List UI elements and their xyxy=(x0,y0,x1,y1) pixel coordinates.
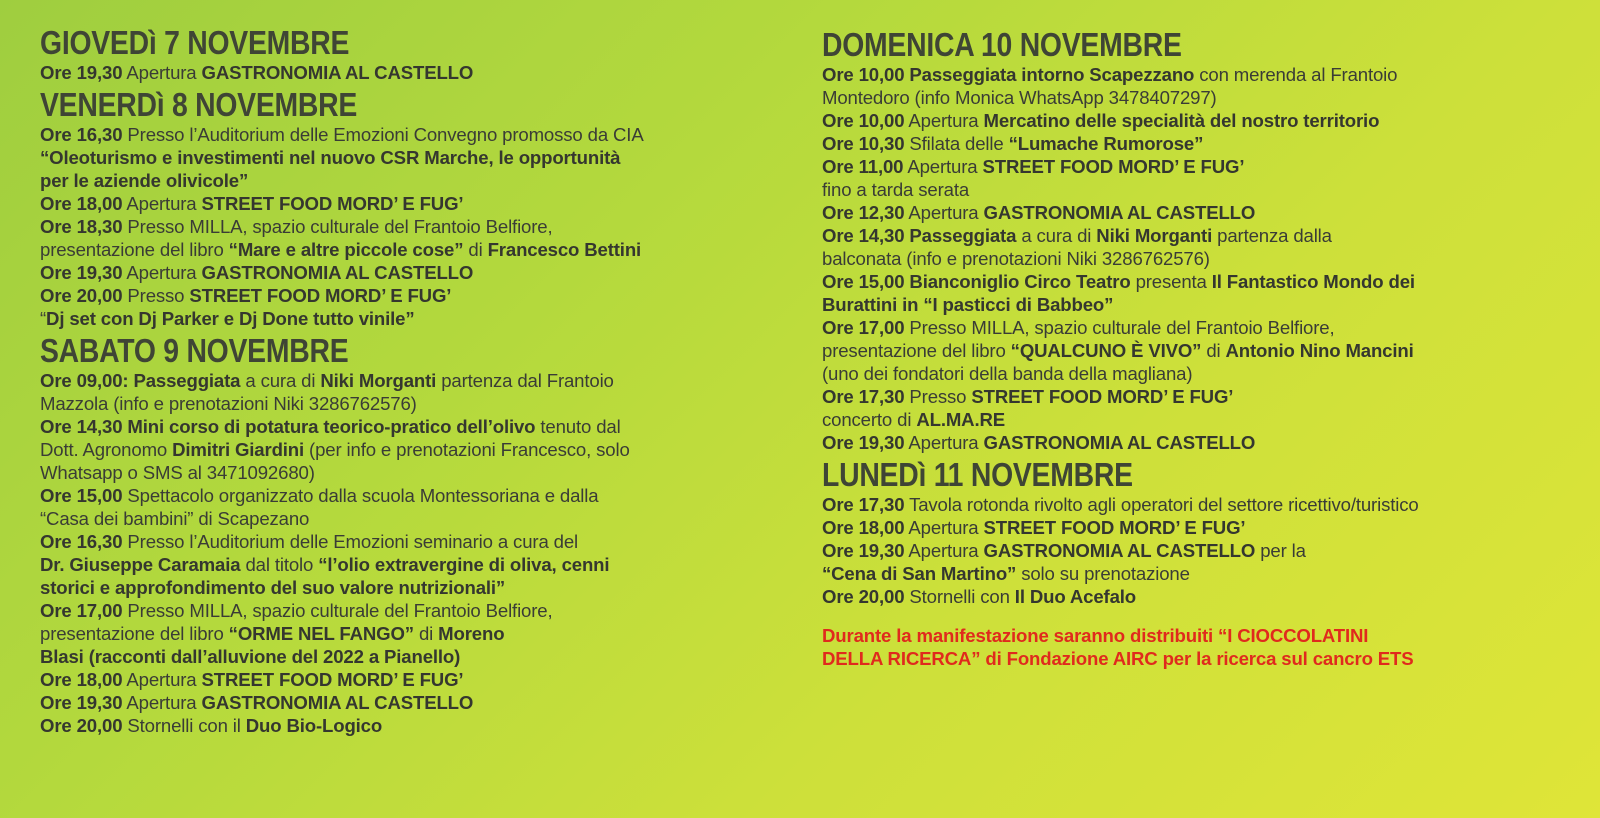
event-line: Montedoro (info Monica WhatsApp 3478407297) xyxy=(822,87,1217,108)
event-line: Ore 18,00 Apertura STREET FOOD MORD’ E FUG’ xyxy=(40,193,464,214)
event-line: Ore 17,00 Presso MILLA, spazio culturale del Frantoio Belfiore, xyxy=(40,600,553,621)
event-line: Dr. Giuseppe Caramaia dal titolo “l’olio extravergine di oliva, cenni xyxy=(40,554,610,575)
event-line: presentazione del libro “ORME NEL FANGO” di Moreno xyxy=(40,623,505,644)
event-line: Ore 19,30 Apertura GASTRONOMIA AL CASTELLO xyxy=(40,692,474,713)
event-line: “Cena di San Martino” solo su prenotazione xyxy=(822,563,1190,584)
event-line: concerto di AL.MA.RE xyxy=(822,409,1005,430)
event-line: Dott. Agronomo Dimitri Giardini (per info e prenotazioni Francesco, solo xyxy=(40,439,630,460)
airc-note-line: Durante la manifestazione saranno distribuiti “I CIOCCOLATINI xyxy=(822,625,1369,646)
event-line: Ore 19,30 Apertura GASTRONOMIA AL CASTELLO xyxy=(40,262,474,283)
day-heading-sunday: DOMENICA 10 NOVEMBRE xyxy=(822,26,1182,63)
event-line: fino a tarda serata xyxy=(822,179,970,200)
day-heading-saturday: SABATO 9 NOVEMBRE xyxy=(40,332,349,369)
left-column xyxy=(40,26,800,737)
event-line: Ore 10,00 Apertura Mercatino delle specialità del nostro territorio xyxy=(822,110,1380,131)
airc-note-line: DELLA RICERCA” di Fondazione AIRC per la ricerca sul cancro ETS xyxy=(822,648,1414,669)
event-line: Ore 12,30 Apertura GASTRONOMIA AL CASTELLO xyxy=(822,202,1256,223)
event-line: per le aziende olivicole” xyxy=(40,170,249,191)
event-line: Mazzola (info e prenotazioni Niki 3286762576) xyxy=(40,393,417,414)
event-line: Ore 14,30 Mini corso di potatura teorico-pratico dell’olivo tenuto dal xyxy=(40,416,621,437)
event-line: Ore 16,30 Presso l’Auditorium delle Emozioni seminario a cura del xyxy=(40,531,579,552)
day-heading-monday: LUNEDì 11 NOVEMBRE xyxy=(822,456,1133,493)
event-line: Ore 17,30 Tavola rotonda rivolto agli operatori del settore ricettivo/turistico xyxy=(822,494,1419,515)
event-line: Ore 19,30 Apertura GASTRONOMIA AL CASTELLO per la xyxy=(822,540,1306,561)
event-line: Burattini in “I pasticci di Babbeo” xyxy=(822,294,1114,315)
day-heading-thursday: GIOVEDì 7 NOVEMBRE xyxy=(40,24,350,61)
event-line: storici e approfondimento del suo valore nutrizionali” xyxy=(40,577,506,598)
event-line: Ore 15,00 Bianconiglio Circo Teatro presenta Il Fantastico Mondo dei xyxy=(822,271,1415,292)
event-line: Ore 19,30 Apertura GASTRONOMIA AL CASTELLO xyxy=(40,62,474,83)
event-line: “Casa dei bambini” di Scapezano xyxy=(40,508,310,529)
event-line: Blasi (racconti dall’alluvione del 2022 a Pianello) xyxy=(40,646,461,667)
event-line: “Dj set con Dj Parker e Dj Done tutto vinile” xyxy=(40,308,415,329)
event-line: Ore 09,00: Passeggiata a cura di Niki Morganti partenza dal Frantoio xyxy=(40,370,614,391)
event-line: Ore 20,00 Stornelli con Il Duo Acefalo xyxy=(822,586,1136,607)
event-line: “Oleoturismo e investimenti nel nuovo CSR Marche, le opportunità xyxy=(40,147,621,168)
event-line: Ore 14,30 Passeggiata a cura di Niki Morganti partenza dalla xyxy=(822,225,1332,246)
event-line: Ore 16,30 Presso l’Auditorium delle Emozioni Convegno promosso da CIA xyxy=(40,124,644,145)
event-line: Ore 19,30 Apertura GASTRONOMIA AL CASTELLO xyxy=(822,432,1256,453)
right-column xyxy=(822,28,1592,670)
event-line: Ore 15,00 Spettacolo organizzato dalla scuola Montessoriana e dalla xyxy=(40,485,599,506)
event-line: Ore 18,00 Apertura STREET FOOD MORD’ E FUG’ xyxy=(40,669,464,690)
event-line: Ore 20,00 Stornelli con il Duo Bio-Logico xyxy=(40,715,383,736)
event-line: Ore 18,30 Presso MILLA, spazio culturale del Frantoio Belfiore, xyxy=(40,216,553,237)
event-line: balconata (info e prenotazioni Niki 3286762576) xyxy=(822,248,1210,269)
event-line: (uno dei fondatori della banda della magliana) xyxy=(822,363,1193,384)
event-line: Ore 11,00 Apertura STREET FOOD MORD’ E FUG’ xyxy=(822,156,1245,177)
day-heading-friday: VENERDì 8 NOVEMBRE xyxy=(40,86,358,123)
event-line: Ore 17,30 Presso STREET FOOD MORD’ E FUG’ xyxy=(822,386,1234,407)
event-line: Ore 17,00 Presso MILLA, spazio culturale del Frantoio Belfiore, xyxy=(822,317,1335,338)
event-line: presentazione del libro “Mare e altre piccole cose” di Francesco Bettini xyxy=(40,239,642,260)
event-line: Ore 10,00 Passeggiata intorno Scapezzano con merenda al Frantoio xyxy=(822,64,1398,85)
event-line: Ore 10,30 Sfilata delle “Lumache Rumorose” xyxy=(822,133,1204,154)
event-line: Ore 20,00 Presso STREET FOOD MORD’ E FUG’ xyxy=(40,285,452,306)
event-line: Ore 18,00 Apertura STREET FOOD MORD’ E FUG’ xyxy=(822,517,1246,538)
event-line: Whatsapp o SMS al 3471092680) xyxy=(40,462,315,483)
airc-note xyxy=(822,624,1592,670)
event-line: presentazione del libro “QUALCUNO È VIVO” di Antonio Nino Mancini xyxy=(822,340,1414,361)
